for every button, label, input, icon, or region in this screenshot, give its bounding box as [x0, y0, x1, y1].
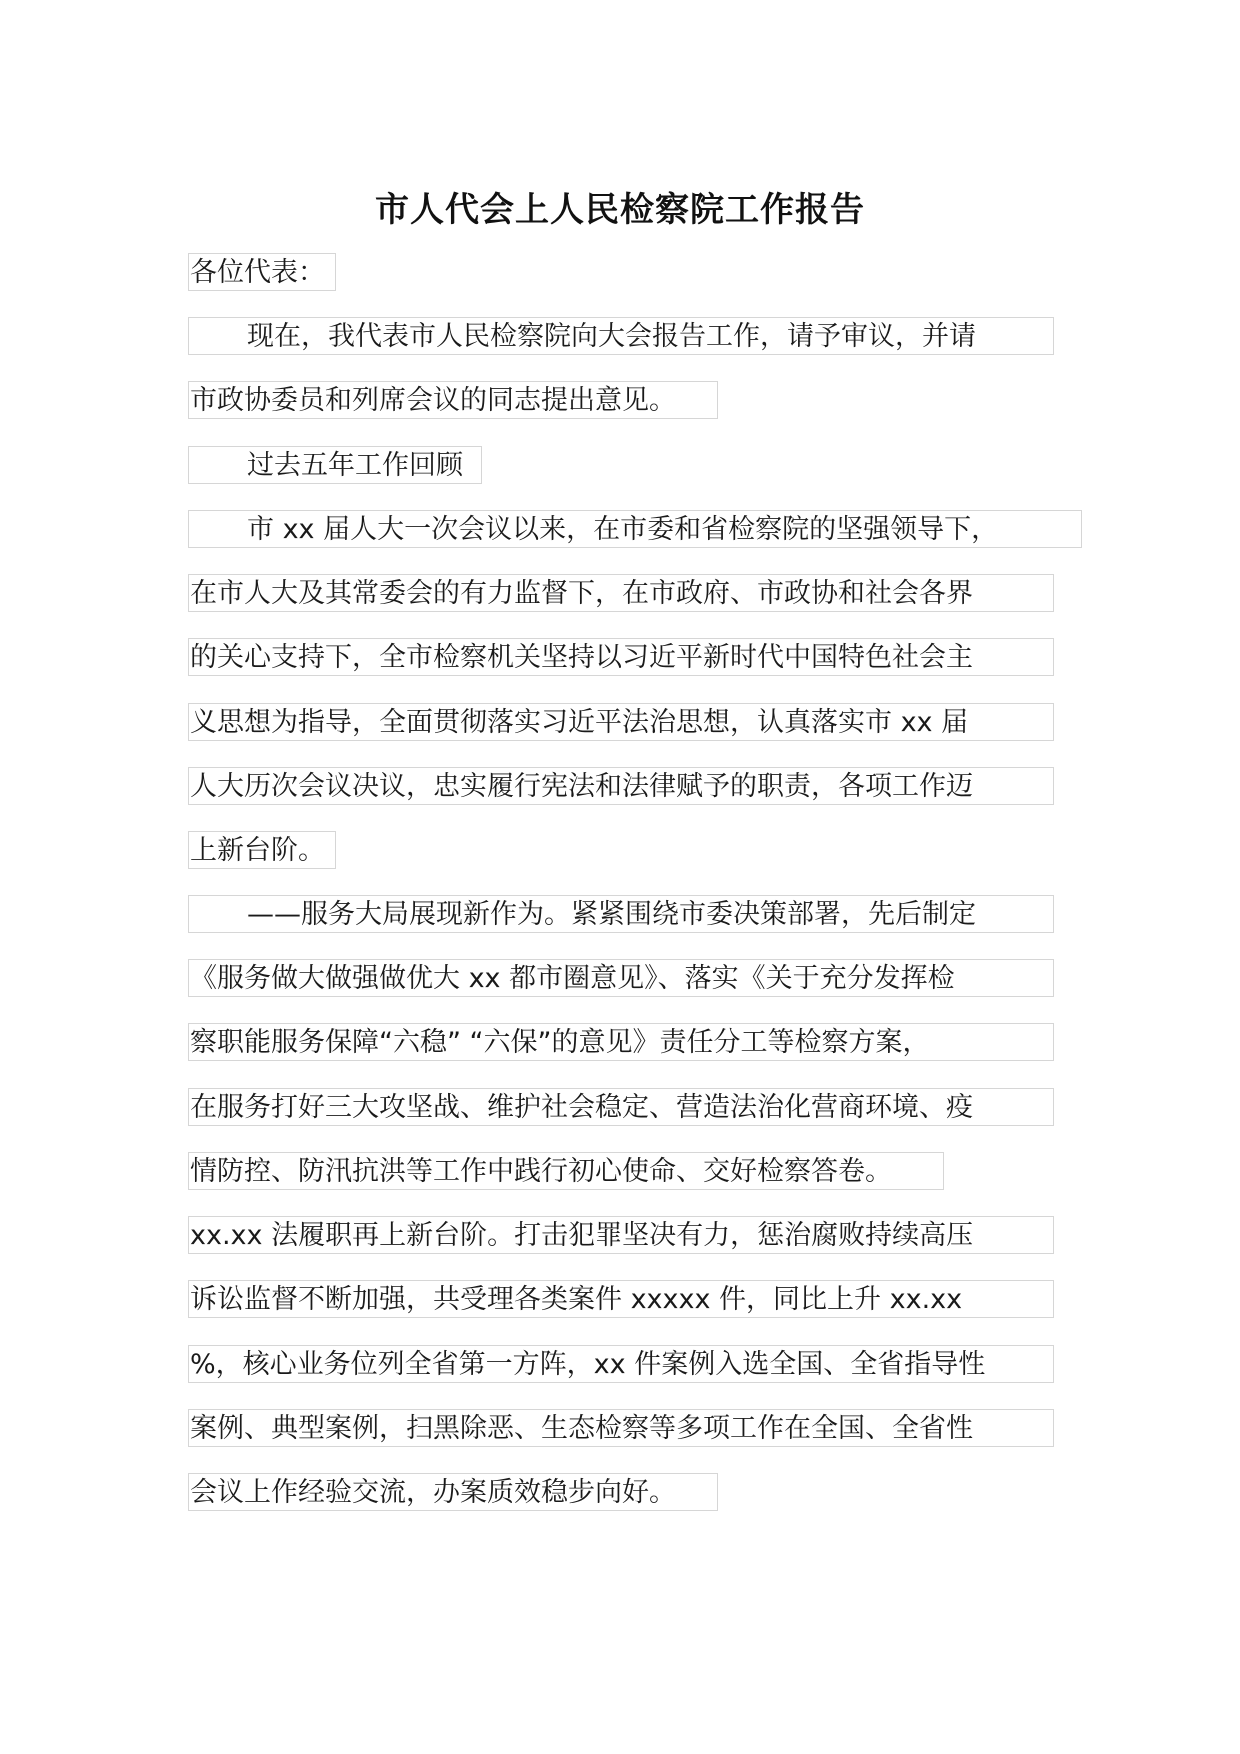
paragraph-line: 市政协委员和列席会议的同志提出意见。: [188, 381, 718, 419]
paragraph-line: 上新台阶。: [188, 831, 336, 869]
paragraph-line: 的关心支持下，全市检察机关坚持以习近平新时代中国特色社会主: [188, 638, 1054, 676]
paragraph-line: 市 xx 届人大一次会议以来，在市委和省检察院的坚强领导下，: [188, 510, 1082, 548]
paragraph-line: 会议上作经验交流，办案质效稳步向好。: [188, 1473, 718, 1511]
document-title: 市人代会上人民检察院工作报告: [375, 190, 865, 230]
salutation-line: 各位代表：: [188, 253, 336, 291]
paragraph-line: 诉讼监督不断加强，共受理各类案件 xxxxx 件，同比上升 xx.xx: [188, 1280, 1054, 1318]
paragraph-line: 《服务做大做强做优大 xx 都市圈意见》、落实《关于充分发挥检: [188, 959, 1054, 997]
paragraph-line: xx.xx 法履职再上新台阶。打击犯罪坚决有力，惩治腐败持续高压: [188, 1216, 1054, 1254]
paragraph-line: 在市人大及其常委会的有力监督下，在市政府、市政协和社会各界: [188, 574, 1054, 612]
paragraph-line: 人大历次会议决议，忠实履行宪法和法律赋予的职责，各项工作迈: [188, 767, 1054, 805]
paragraph-line: 察职能服务保障“六稳” “六保”的意见》责任分工等检察方案，: [188, 1023, 1054, 1061]
paragraph-line: 现在，我代表市人民检察院向大会报告工作，请予审议，并请: [188, 317, 1054, 355]
paragraph-line: 义思想为指导，全面贯彻落实习近平法治思想，认真落实市 xx 届: [188, 703, 1054, 741]
section-heading: 过去五年工作回顾: [188, 446, 482, 484]
paragraph-line: %，核心业务位列全省第一方阵，xx 件案例入选全国、全省指导性: [188, 1345, 1054, 1383]
paragraph-line: 案例、典型案例，扫黑除恶、生态检察等多项工作在全国、全省性: [188, 1409, 1054, 1447]
paragraph-line: 在服务打好三大攻坚战、维护社会稳定、营造法治化营商环境、疫: [188, 1088, 1054, 1126]
paragraph-line: 情防控、防汛抗洪等工作中践行初心使命、交好检察答卷。: [188, 1152, 944, 1190]
paragraph-line: ——服务大局展现新作为。紧紧围绕市委决策部署，先后制定: [188, 895, 1054, 933]
